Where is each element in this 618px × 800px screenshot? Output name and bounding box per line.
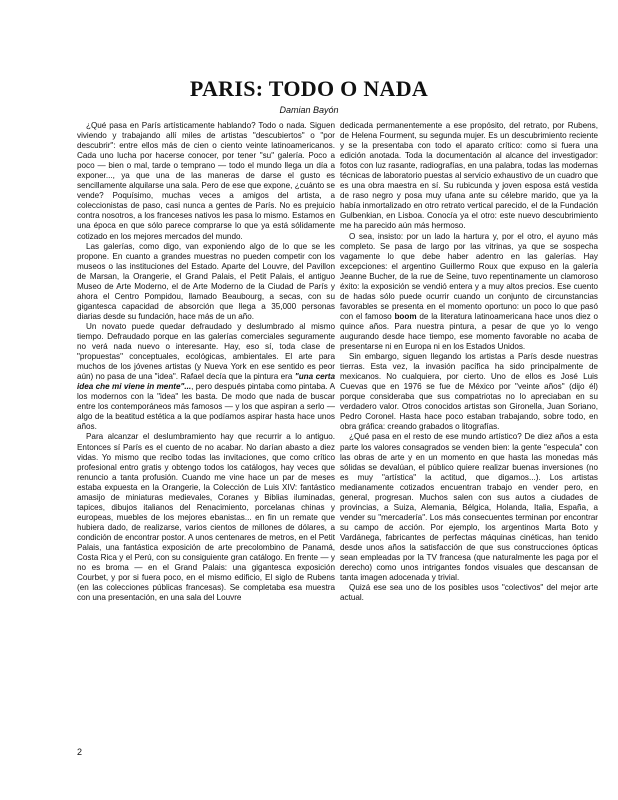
paragraph: dedicada permanentemente a ese propósito, del retrato, por Rubens, de Helena Fourment, su segunda mujer. Es un descubrimiento reciente y se la presentaba con todo el aparato crítico: como si fuera una edición anotada. Toda la documentación al alcance del investigador: fotos con luz rasante, radiografías, en una palabra, todas las modernas técnicas de laboratorio puestas al servicio exhaustivo de un cuadro que es una obra maestra en sí. Su rubicunda y joven esposa está vestida de raso negro y posa muy ufana ante su célebre marido, que ya la había inmortalizado en otro retrato vertical parecido, el de la Fundación Gulbenkian, en Lisboa. Conocía ya el otro: este nuevo descubrimiento me ha parecido aún más hermoso. xyxy=(340,121,598,231)
paragraph: Sin embargo, siguen llegando los artistas a París desde nuestras tierras. Esta vez, la invasión pacífica ha sido principalmente de mexicanos. No cualquiera, por cierto. Uno de ellos es José Luis Cuevas que en 1976 se fue de México por "veinte años" (dijo él) porque consideraba que sus compatriotas no lo apreciaban en su verdadero valor. Otros conocidos artistas son Gironella, Juan Soriano, Pedro Coronel. Hasta hace poco estaban trabajando, sobre todo, en obra gráfica: creando grabados o litografías. xyxy=(340,352,598,432)
left-column xyxy=(77,121,335,603)
article-title: PARIS: TODO O NADA xyxy=(189,76,429,101)
paragraph-text: O sea, insisto: por un lado la hartura y, por el otro, el ayuno más completo. Se pasa de largo por las vitrinas, ya que se sospecha vagamente lo que debe haber adentro en las galerías. Hay excepciones: el argentino Guillermo Roux que expuso en la galería Jeanne Bucher, de la rue de Seine, tuvo repentinamente un clamoroso éxito: la exposición se vendió entera y a muy altos precios. Ese cuento de hadas sólo puede ocurrir cuando un conjunto de circunstancias favorables se presenta en el momento oportuno: un poco lo que pasó con el famoso xyxy=(340,231,598,321)
page-number: 2 xyxy=(77,747,83,757)
italian-quote: "una certa idea che mi viene in mente"... xyxy=(77,372,335,392)
paragraph: ¿Qué pasa en París artísticamente hablando? Todo o nada. Siguen viviendo y trabajando allí miles de artistas "descubiertos" o "por descubrir": entre ellos más de cien o ciento veinte latinoamericanos. Cada uno lucha por hacerse conocer, por tener "su" galería. Poco a poco — bien o mal, tarde o temprano — todo el mundo llega un día a exponer..., ya que una de las maneras de darse el gusto es sencillamente alquilarse una sala. Pero de ese que expone, ¿cuánto se vende? Poquísimo, muchas veces a amigos del artista, a coleccionistas de paso, casi nunca a gentes de París. No es prejuicio contra nosotros, a los franceses nativos les pasa lo mismo. Estamos en una época en que sólo parece comprarse lo que ya está sólidamente cotizado en los mejores mercados del mundo. xyxy=(77,121,335,241)
article-author: Damian Bayón xyxy=(279,105,339,115)
paragraph-text: Un novato puede quedar defraudado y deslumbrado al mismo tiempo. Defraudado porque en las galerías comerciales seguramente no verá nada nuevo o interesante. Hay, eso sí, toda clase de "propuestas" conceptuales, ecológicas, ambientales. El arte para muchos de los jóvenes artistas (y Nueva York en ese sentido es peor aún) no pasa de una "idea". Rafael decía que la pintura era xyxy=(77,321,335,382)
paragraph: ¿Qué pasa en el resto de ese mundo artístico? De diez años a esta parte los valores consagrados se venden bien: la gente "especula" con las obras de arte y en un momento en que hasta las monedas más sólidas se devalúan, el público quiere realizar buenas inversiones (no es muy "artística" la actitud, que digamos...). Los artistas medianamente cotizados encuentran trabajo en vender pero, en general, progresan. Muchos salen con sus autos a ciudades de provincias, a Suiza, Alemania, Bélgica, Holanda, Italia, España, a vender su "mercadería". Los más consecuentes terminan por encontrar su campo de acción. Por ejemplo, los argentinos Marta Boto y Vardánega, fabricantes de perfectas máquinas cinéticas, han tenido desde unos años la satisfacción de que sus construcciones ópticas sean empleadas por la TV francesa (que naturalmente les paga por el derecho) como unos intrigantes fondos visuales que descansan de tanta imagen adocenada y trivial. xyxy=(340,432,598,583)
paragraph xyxy=(340,232,598,353)
boom-term: boom xyxy=(394,311,417,321)
paragraph-text: , pero después pintaba como pintaba. A los modernos con la "idea" les basta. De modo que nada de buscar entre los contemporáneos más famosos — y los que aspiran a serlo — algo de la beatitud estética a la que podíamos aspirar hasta hace unos años. xyxy=(77,382,335,432)
paragraph-text: de la literatura latinoamericana hace unos diez o quince años. Para nuestra pintura, a pesar de que yo lo vengo augurando desde hace tiempo, ese momento favorable no acaba de presentarse ni en Europa ni en los Estados Unidos. xyxy=(340,311,598,352)
paragraph: Para alcanzar el deslumbramiento hay que recurrir a lo antiguo. Entonces sí París es el cuento de no acabar. No darían abasto a diez vidas. Yo mismo que recibo todas las invitaciones, que como crítico profesional entro gratis y obtengo todos los catálogos, hay veces que renuncio a tanta profusión. Cuando me vine hace un par de meses estaba expuesta en la Orangerie, la Colección de Luis XIV: fantástico amasijo de miniaturas medievales, Coranes y Biblias iluminadas, tapices, dibujos italianos del Renacimiento, porcelanas chinas y europeas, muebles de los mejores ebanistas... en fin un remate que hubiera dado, de realizarse, varios cientos de millones de dólares, a condición de encontrar postor. A unos centenares de metros, en el Petit Palais, una fantástica exposición de arte precolombino de Panamá, Costa Rica y el Perú, con su consiguiente gran catálogo. En frente — y no es broma — en el Grand Palais: una gigantesca exposición Courbet, y por si fuera poco, en el mismo edificio, El siglo de Rubens (en las colecciones públicas francesas). Se completaba esa muestra con una presentación, en una sala del Louvre xyxy=(77,432,335,603)
paragraph: Quizá ese sea uno de los posibles usos "colectivos" del mejor arte actual. xyxy=(340,583,598,603)
right-column xyxy=(340,121,598,603)
paragraph xyxy=(77,322,335,433)
paragraph: Las galerías, como digo, van exponiendo algo de lo que se les propone. En cuanto a grandes muestras no pueden competir con los museos o las instituciones del Estado. Aparte del Louvre, del Pavillon de Marsan, la Orangerie, el Grand Palais, el Petit Palais, el antiguo Museo de Arte Moderno, el de Arte Moderno de la Ciudad de París y ahora el Centro Pompidou, llamado Beaubourg, a secas, con su gigantesca capacidad de absorción que llega a 35,000 personas diarias desde su fundación, hace más de un año. xyxy=(77,241,335,321)
